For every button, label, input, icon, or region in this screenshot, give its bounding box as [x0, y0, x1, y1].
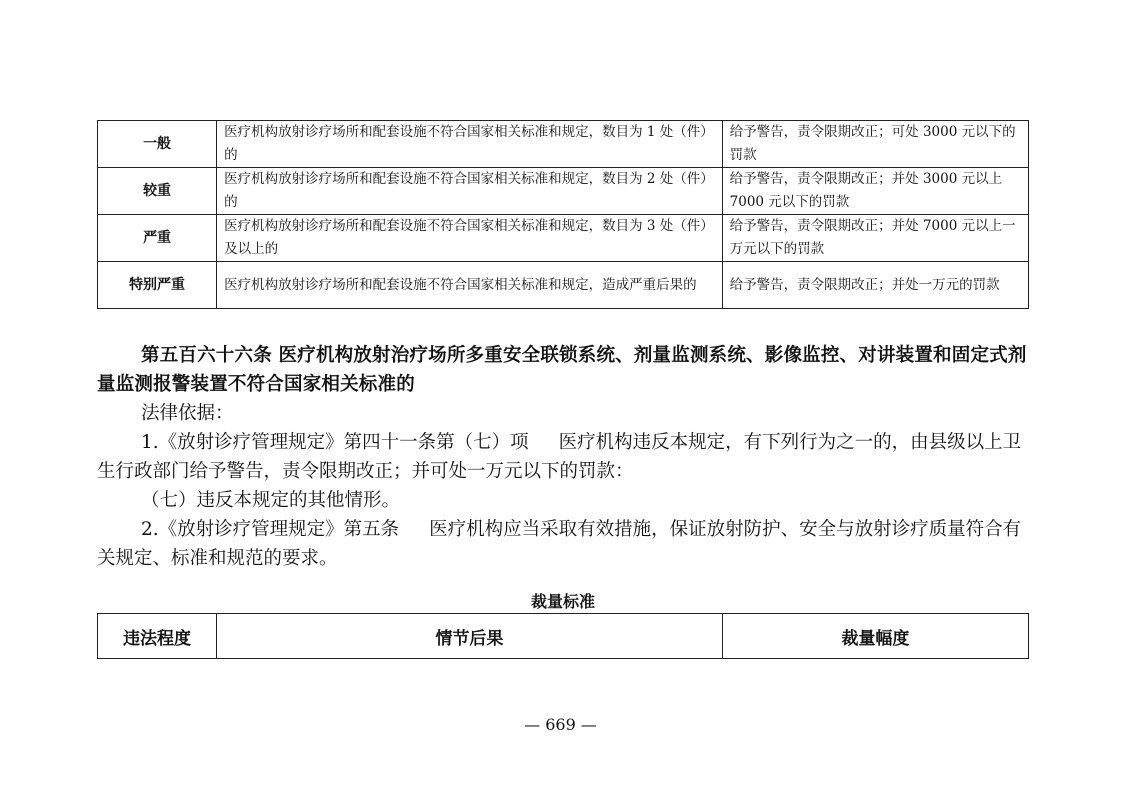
- header-range: 裁量幅度: [722, 614, 1028, 659]
- penalty-cell: 给予警告，责令限期改正；并处 7000 元以上一万元以下的罚款: [722, 215, 1028, 262]
- header-circumstance: 情节后果: [217, 614, 723, 659]
- degree-cell: 一般: [98, 121, 217, 168]
- degree-cell: 特别严重: [98, 262, 217, 309]
- circumstance-cell: 医疗机构放射诊疗场所和配套设施不符合国家相关标准和规定，造成严重后果的: [217, 262, 723, 309]
- table-row: [98, 215, 1029, 262]
- degree-cell: 严重: [98, 215, 217, 262]
- penalty-cell: 给予警告，责令限期改正；并处 3000 元以上 7000 元以下的罚款: [722, 168, 1028, 215]
- discretion-table-continued: [97, 120, 1029, 309]
- circumstance-cell: 医疗机构放射诊疗场所和配套设施不符合国家相关标准和规定，数目为 2 处（件）的: [217, 168, 723, 215]
- standard-caption: 裁量标准: [530, 592, 595, 611]
- legal-basis-1: [97, 428, 1037, 486]
- basis-2-reference: 2.《放射诊疗管理规定》第五条: [141, 519, 400, 540]
- basis-2-text: 医疗机构应当采取有效措施，保证放射防护、安全与放射诊疗质量符合有关规定、标准和规范的要求。: [97, 519, 1022, 569]
- legal-basis-label: 法律依据：: [141, 403, 234, 424]
- basis-1-text: 医疗机构违反本规定，有下列行为之一的，由县级以上卫生行政部门给予警告，责令限期改正；并可处一万元以下的罚款：: [97, 432, 1022, 482]
- circumstance-cell: 医疗机构放射诊疗场所和配套设施不符合国家相关标准和规定，数目为 1 处（件）的: [217, 121, 723, 168]
- page-number: — 669 —: [524, 715, 597, 734]
- legal-basis-2: [97, 515, 1037, 573]
- header-degree: 违法程度: [98, 614, 217, 659]
- table-row: [98, 262, 1029, 309]
- discretion-table-header: [97, 613, 1029, 659]
- circumstance-cell: 医疗机构放射诊疗场所和配套设施不符合国家相关标准和规定，数目为 3 处（件）及以上的: [217, 215, 723, 262]
- table-row: [98, 168, 1029, 215]
- table-row: [98, 121, 1029, 168]
- penalty-cell: 给予警告，责令限期改正；可处 3000 元以下的罚款: [722, 121, 1028, 168]
- article-title: 第五百六十六条 医疗机构放射治疗场所多重安全联锁系统、剂量监测系统、影像监控、对讲装置和固定式剂量监测报警装置不符合国家相关标准的: [97, 345, 1027, 395]
- penalty-cell: 给予警告，责令限期改正；并处一万元的罚款: [722, 262, 1028, 309]
- degree-cell: 较重: [98, 168, 217, 215]
- header-row: [98, 614, 1029, 659]
- basis-1-item: （七）违反本规定的其他情形。: [141, 490, 401, 511]
- basis-1-reference: 1.《放射诊疗管理规定》第四十一条第（七）项: [141, 432, 529, 453]
